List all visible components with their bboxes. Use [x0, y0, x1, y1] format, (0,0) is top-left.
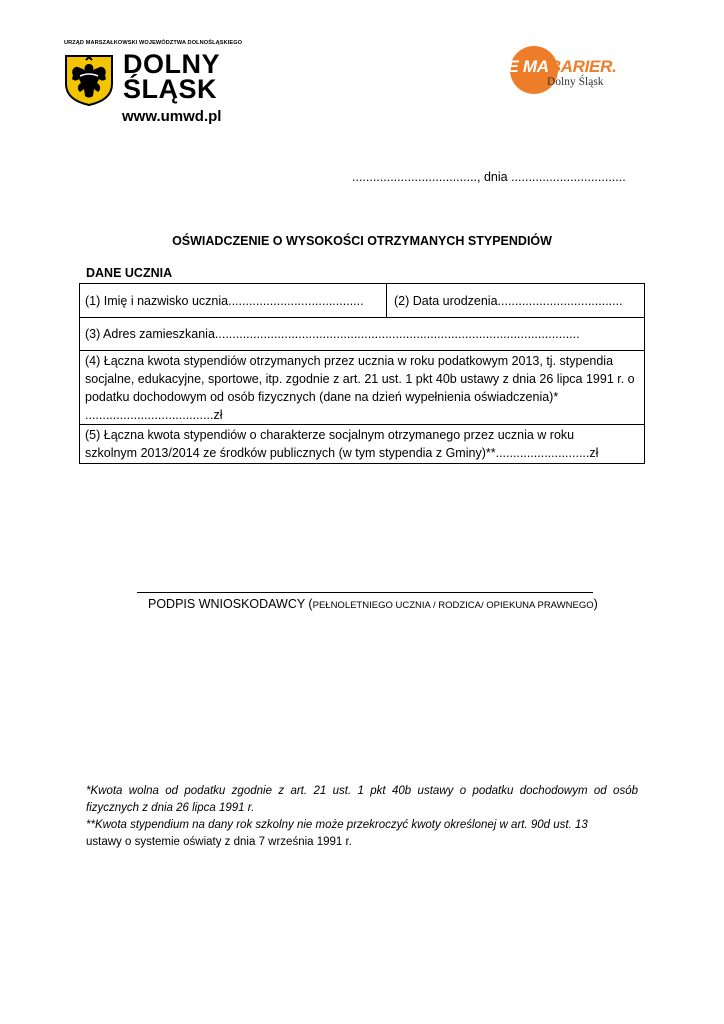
footnotes — [86, 783, 638, 851]
name-field[interactable]: (1) Imię i nazwisko ucznia....................................... — [80, 284, 387, 317]
page-title: OŚWIADCZENIE O WYSOKOŚCI OTRZYMANYCH STYPENDIÓW — [172, 234, 552, 248]
section-heading: DANE UCZNIA — [86, 266, 173, 280]
field5-line2: szkolnym 2013/2014 ze środków publicznych (w tym stypendia z Gminy)**...........................zł — [85, 446, 599, 460]
signature-label: PODPIS WNIOSKODAWCY ( — [148, 597, 313, 611]
signature-line[interactable] — [137, 592, 593, 593]
field5-line1: (5) Łączna kwota stypendiów o charakterze socjalnym otrzymanego przez ucznia w roku — [85, 428, 575, 442]
student-data-table — [79, 283, 645, 464]
address-field[interactable]: (3) Adres zamieszkania......................................................................................................... — [79, 318, 645, 351]
scholarship-total-field[interactable]: (4) Łączna kwota stypendiów otrzymanych przez ucznia w roku podatkowym 2013, tj. stypendia socjalne, edukacyjne, sportowe, itp. zgodnie z art. 21 ust. 1 pkt 40b ustawy z dnia 26 lipca 1991 r. o podatku dochodowym od osób fizycznych (dane na dzień wypełnienia oświadczenia)* .....................................zł — [79, 351, 645, 425]
birth-date-field[interactable]: (2) Data urodzenia.................................... — [394, 294, 623, 308]
signature-close: ) — [593, 597, 598, 611]
social-scholarship-field[interactable] — [79, 425, 645, 464]
date-line[interactable]: ...................................., dnia ................................. — [352, 170, 626, 184]
office-name: URZĄD MARSZAŁKOWSKI WOJEWÓDZTWA DOLNOŚLĄSKIEGO — [64, 40, 243, 46]
eagle-crest-icon — [64, 54, 114, 106]
signature-caption — [148, 597, 598, 611]
logo-part-1: NIE MA — [491, 57, 549, 76]
table-row — [79, 283, 645, 318]
signature-sub: PEŁNOLETNIEGO UCZNIA / RODZICA/ OPIEKUNA PRAWNEGO — [312, 600, 594, 611]
footnote-1: *Kwota wolna od podatku zgodnie z art. 21 ust. 1 pkt 40b ustawy o podatku dochodowym od osób fizycznych z dnia 26 lipca 1991 r. — [86, 785, 638, 814]
footnote-2: **Kwota stypendium na dany rok szkolny nie może przekroczyć kwoty określonej w art. 90d ust. 13 — [86, 819, 588, 831]
logo-part-2: BARIER. — [548, 57, 617, 76]
footnote-2-rest: ustawy o systemie oświaty z dnia 7 września 1991 r. — [86, 836, 352, 848]
logo-subtitle: Dolny Śląsk — [547, 76, 604, 88]
brand-line-2: ŚLĄSK — [123, 74, 218, 104]
brand-line-1: DOLNY — [123, 49, 220, 79]
website-link[interactable]: www.umwd.pl — [122, 108, 222, 125]
nie-ma-barier-logo — [491, 57, 617, 77]
